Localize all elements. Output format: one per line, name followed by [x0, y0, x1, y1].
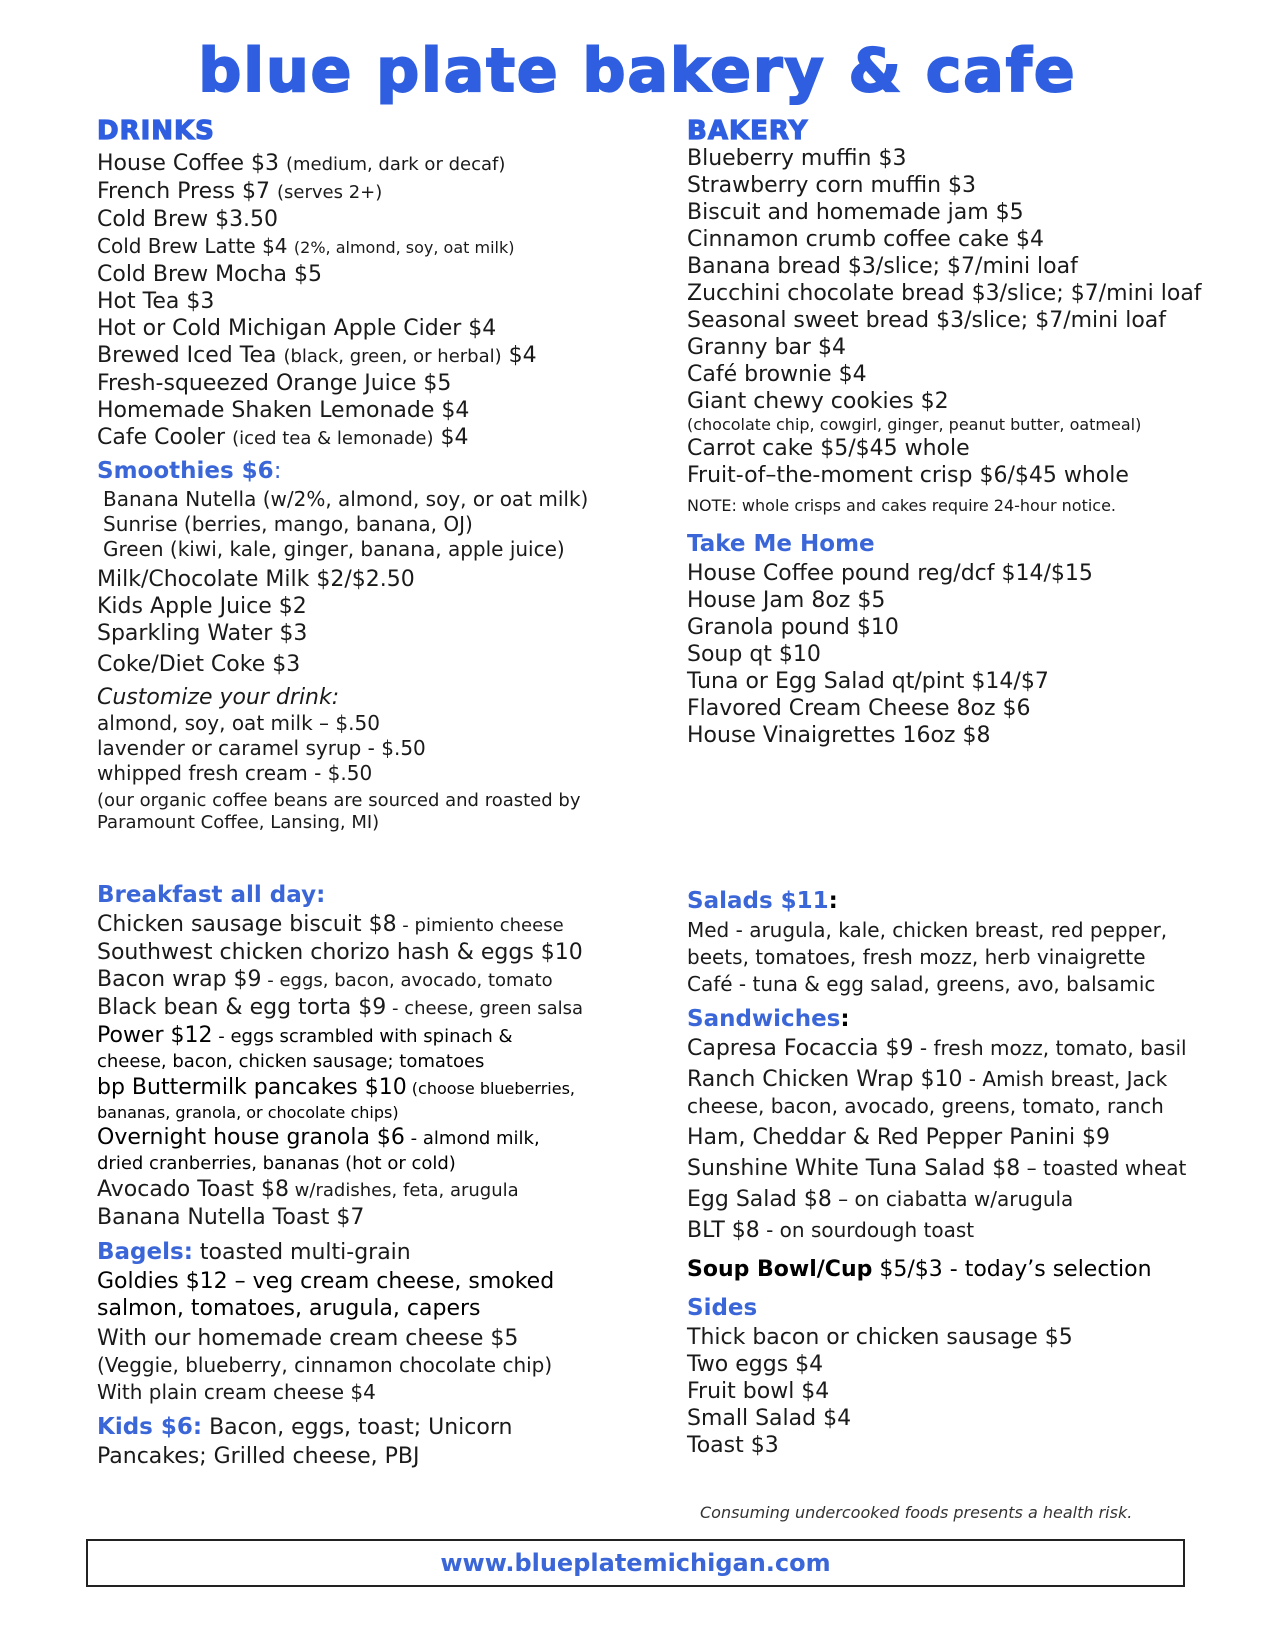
- drink-item: Homemade Shaken Lemonade $4: [97, 398, 470, 423]
- take-home-item: Soup qt $10: [687, 642, 821, 667]
- drink-item: Cold Brew Latte $4 (2%, almond, soy, oat milk): [97, 234, 515, 258]
- breakfast-line: bananas, granola, or chocolate chips): [97, 1103, 399, 1122]
- salad-line: Café - tuna & egg salad, greens, avo, balsamic: [687, 972, 1156, 996]
- sandwiches-heading: Sandwiches:: [687, 1006, 850, 1032]
- drink-item: Hot or Cold Michigan Apple Cider $4: [97, 316, 497, 341]
- smoothie-item: Sunrise (berries, mango, banana, OJ): [103, 512, 473, 536]
- drinks-column: [97, 150, 588, 834]
- customize-item: almond, soy, oat milk – $.50: [97, 711, 380, 735]
- take-home-item: House Vinaigrettes 16oz $8: [687, 723, 991, 748]
- take-home-item: House Coffee pound reg/dcf $14/$15: [687, 561, 1093, 586]
- smoothie-item: Green (kiwi, kale, ginger, banana, apple juice): [103, 537, 565, 561]
- take-home-item: Flavored Cream Cheese 8oz $6: [687, 696, 1031, 721]
- bakery-item: Strawberry corn muffin $3: [687, 173, 977, 198]
- footer-box: [86, 1539, 1185, 1587]
- salad-line: Med - arugula, kale, chicken breast, red pepper,: [687, 918, 1168, 942]
- bakery-item: Giant chewy cookies $2: [687, 389, 949, 414]
- smoothie-item: Banana Nutella (w/2%, almond, soy, or oat milk): [103, 487, 589, 511]
- bakery-item: Granny bar $4: [687, 335, 846, 360]
- drink-item: Cold Brew $3.50: [97, 207, 279, 232]
- sandwich-line: Ranch Chicken Wrap $10 - Amish breast, Jack: [687, 1067, 1168, 1092]
- bagel-line: salmon, tomatoes, arugula, capers: [97, 1296, 481, 1321]
- sandwich-line: Egg Salad $8 – on ciabatta w/arugula: [687, 1187, 1074, 1212]
- bakery-heading: BAKERY: [687, 116, 809, 146]
- bakery-note: NOTE: whole crisps and cakes require 24-hour notice.: [687, 496, 1117, 515]
- bagel-line: With our homemade cream cheese $5: [97, 1326, 519, 1351]
- drink-item: Cafe Cooler (iced tea & lemonade) $4: [97, 425, 469, 450]
- bakery-item: Blueberry muffin $3: [687, 146, 907, 171]
- smoothies-heading: Smoothies $6:: [97, 458, 282, 484]
- bagel-line: Goldies $12 – veg cream cheese, smoked: [97, 1269, 555, 1294]
- breakfast-line: dried cranberries, bananas (hot or cold): [97, 1153, 456, 1174]
- drink-item: Sparkling Water $3: [97, 621, 308, 646]
- website-link[interactable]: www.blueplatemichigan.com: [440, 1549, 831, 1577]
- bakery-item: Seasonal sweet bread $3/slice; $7/mini loaf: [687, 308, 1167, 333]
- beans-note: (our organic coffee beans are sourced and roasted by: [97, 790, 581, 811]
- side-item: Thick bacon or chicken sausage $5: [687, 1325, 1073, 1350]
- breakfast-line: Chicken sausage biscuit $8 - pimiento cheese: [97, 912, 564, 937]
- cookies-note: (chocolate chip, cowgirl, ginger, peanut butter, oatmeal): [687, 415, 1142, 434]
- bakery-item: Biscuit and homemade jam $5: [687, 200, 1024, 225]
- kids-heading: Kids $6: Bacon, eggs, toast; Unicorn: [97, 1414, 513, 1440]
- salad-line: beets, tomatoes, fresh mozz, herb vinaigrette: [687, 945, 1146, 969]
- kids-line: Pancakes; Grilled cheese, PBJ: [97, 1444, 420, 1469]
- side-item: Toast $3: [687, 1433, 779, 1458]
- take-home-item: Granola pound $10: [687, 615, 899, 640]
- bakery-item: Café brownie $4: [687, 362, 867, 387]
- breakfast-line: Overnight house granola $6 - almond milk,: [97, 1125, 540, 1150]
- bagels-heading: Bagels: toasted multi-grain: [97, 1239, 411, 1265]
- bakery-column: [687, 145, 1202, 749]
- breakfast-line: Power $12 - eggs scrambled with spinach &: [97, 1023, 513, 1048]
- side-item: Small Salad $4: [687, 1406, 852, 1431]
- take-home-item: Tuna or Egg Salad qt/pint $14/$7: [687, 669, 1049, 694]
- drink-item: House Coffee $3 (medium, dark or decaf): [97, 151, 506, 176]
- take-home-item: House Jam 8oz $5: [687, 588, 886, 613]
- drink-item: Milk/Chocolate Milk $2/$2.50: [97, 567, 415, 592]
- side-item: Two eggs $4: [687, 1352, 824, 1377]
- sandwich-line: Ham, Cheddar & Red Pepper Panini $9: [687, 1125, 1111, 1150]
- drink-item: Brewed Iced Tea (black, green, or herbal) $4: [97, 343, 537, 368]
- breakfast-column: [97, 880, 583, 1470]
- breakfast-line: Banana Nutella Toast $7: [97, 1205, 365, 1230]
- soup-line: Soup Bowl/Cup $5/$3 - today’s selection: [687, 1257, 1152, 1282]
- breakfast-line: Bacon wrap $9 - eggs, bacon, avocado, tomato: [97, 967, 553, 992]
- breakfast-line: Southwest chicken chorizo hash & eggs $10: [97, 940, 583, 965]
- sandwich-line: Sunshine White Tuna Salad $8 – toasted wheat: [687, 1156, 1187, 1181]
- take-home-heading: Take Me Home: [687, 531, 875, 557]
- bakery-item: Banana bread $3/slice; $7/mini loaf: [687, 254, 1078, 279]
- bakery-item: Carrot cake $5/$45 whole: [687, 436, 970, 461]
- bakery-item: Zucchini chocolate bread $3/slice; $7/mini loaf: [687, 281, 1202, 306]
- sandwich-line: BLT $8 - on sourdough toast: [687, 1218, 975, 1243]
- drink-item: Kids Apple Juice $2: [97, 594, 307, 619]
- customize-item: whipped fresh cream - $.50: [97, 761, 373, 785]
- bakery-item: Fruit-of–the-moment crisp $6/$45 whole: [687, 463, 1129, 488]
- bakery-item: Cinnamon crumb coffee cake $4: [687, 227, 1044, 252]
- lunch-column: [687, 886, 1187, 1459]
- beans-note: Paramount Coffee, Lansing, MI): [97, 812, 380, 833]
- drink-item: Coke/Diet Coke $3: [97, 652, 301, 677]
- breakfast-line: Avocado Toast $8 w/radishes, feta, arugula: [97, 1177, 519, 1202]
- health-warning: Consuming undercooked foods presents a health risk.: [700, 1503, 1133, 1522]
- drink-item: Hot Tea $3: [97, 289, 215, 314]
- drinks-heading: DRINKS: [97, 116, 215, 146]
- bagel-line: (Veggie, blueberry, cinnamon chocolate chip): [97, 1353, 553, 1377]
- page-title: blue plate bakery & cafe: [198, 36, 1077, 106]
- salads-heading: Salads $11:: [687, 888, 838, 914]
- bagel-line: With plain cream cheese $4: [97, 1380, 376, 1404]
- breakfast-line: bp Buttermilk pancakes $10 (choose blueberries,: [97, 1075, 575, 1100]
- breakfast-line: Black bean & egg torta $9 - cheese, green salsa: [97, 995, 584, 1020]
- sandwich-line: cheese, bacon, avocado, greens, tomato, ranch: [687, 1094, 1164, 1118]
- customize-title: Customize your drink:: [97, 685, 340, 710]
- drink-item: Cold Brew Mocha $5: [97, 262, 323, 287]
- sandwich-line: Capresa Focaccia $9 - fresh mozz, tomato, basil: [687, 1036, 1187, 1061]
- drink-item: Fresh-squeezed Orange Juice $5: [97, 371, 452, 396]
- side-item: Fruit bowl $4: [687, 1379, 830, 1404]
- customize-item: lavender or caramel syrup - $.50: [97, 736, 426, 760]
- breakfast-heading: Breakfast all day:: [97, 882, 326, 908]
- breakfast-line: cheese, bacon, chicken sausage; tomatoes: [97, 1051, 485, 1072]
- drink-item: French Press $7 (serves 2+): [97, 179, 383, 204]
- sides-heading: Sides: [687, 1295, 758, 1321]
